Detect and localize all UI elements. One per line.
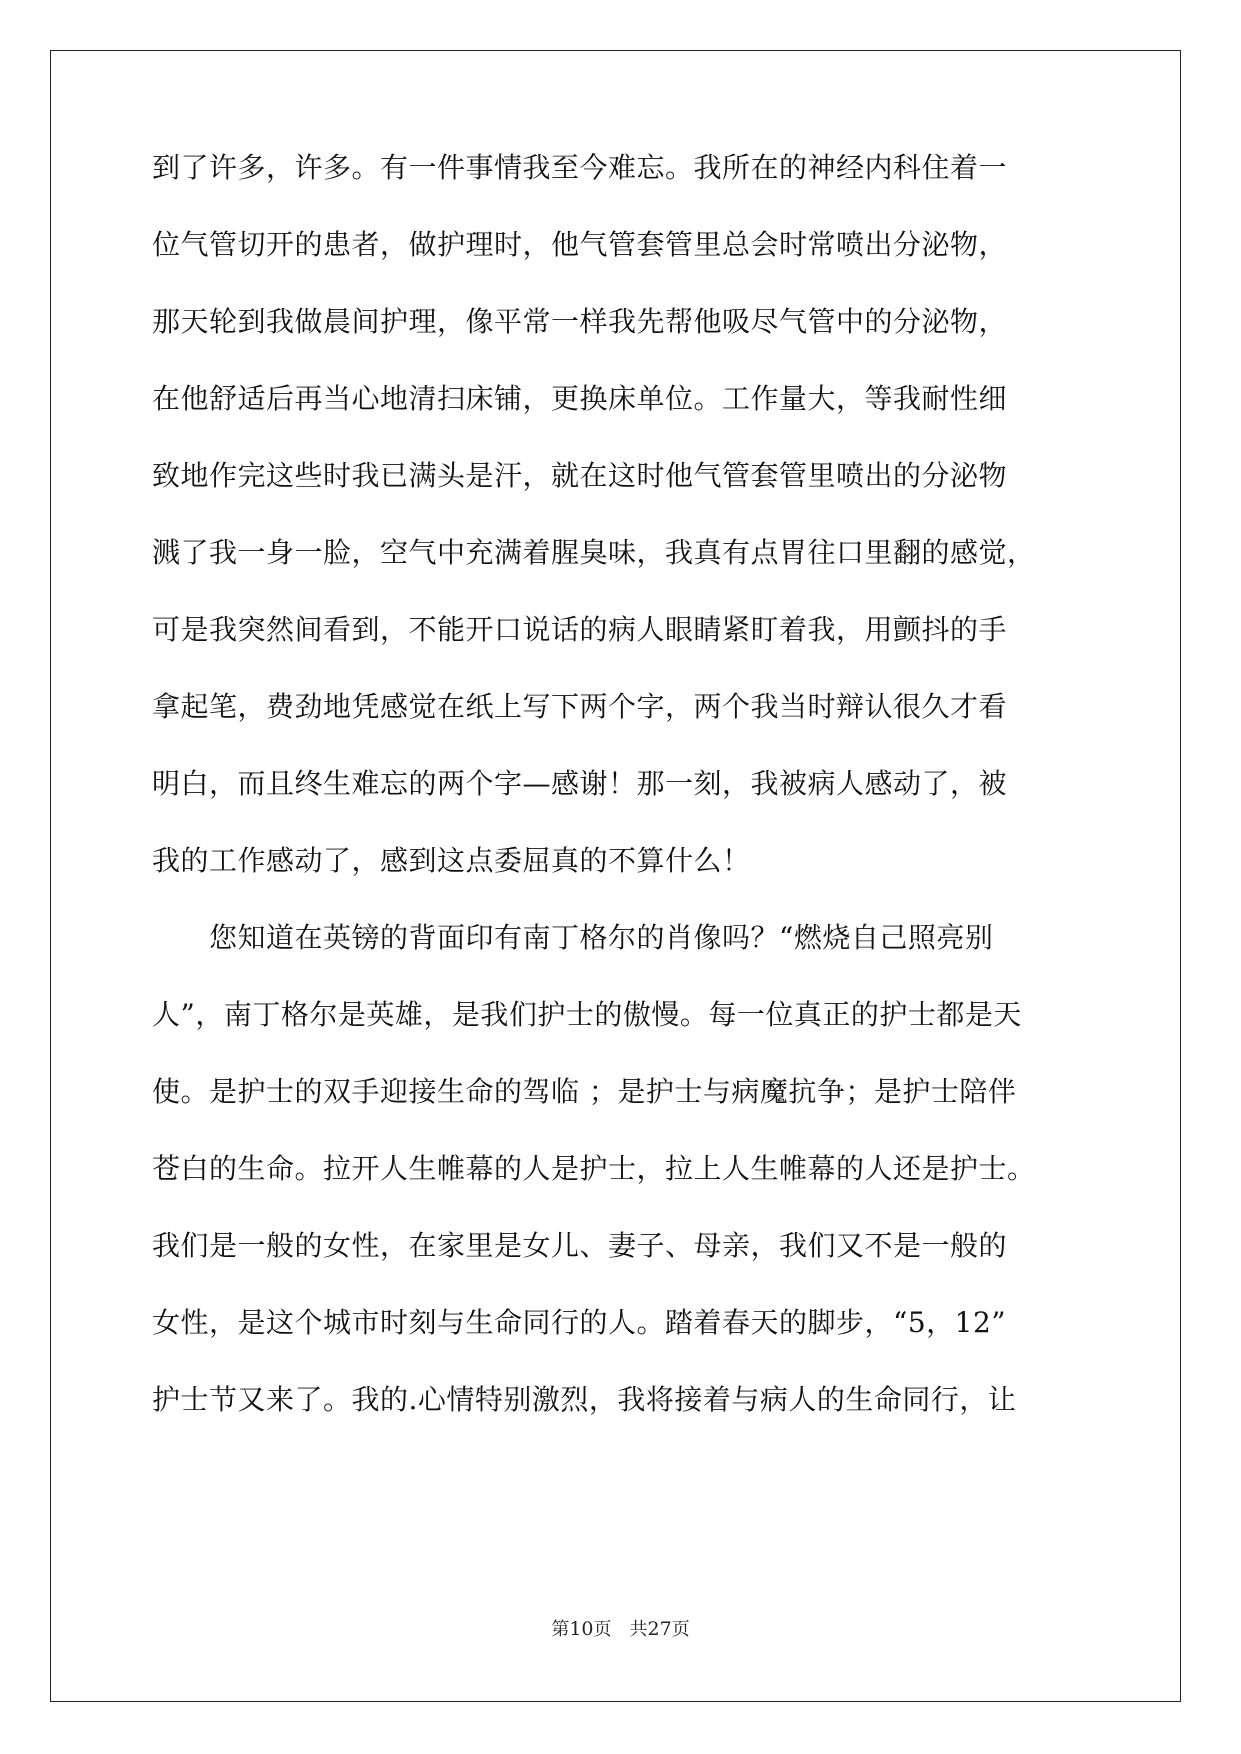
page-footer	[0, 1617, 1241, 1642]
text-line: 使。是护士的双手迎接生命的驾临 ；是护士与病魔抗争；是护士陪伴	[152, 1075, 1017, 1108]
text-line: 女性，是这个城市时刻与生命同行的人。踏着春天的脚步，“5，12”	[152, 1306, 1007, 1339]
text-line: 在他舒适后再当心地清扫床铺，更换床单位。工作量大，等我耐性细	[152, 382, 1008, 415]
text-line: 护士节又来了。我的.心情特别激烈，我将接着与病人的生命同行，让	[152, 1383, 1017, 1416]
text-line: 苍白的生命。拉开人生帷幕的人是护士，拉上人生帷幕的人还是护士。	[152, 1152, 1036, 1185]
text-line: 人”，南丁格尔是英雄，是我们护士的傲慢。每一位真正的护士都是天	[152, 998, 1022, 1031]
text-line: 溅了我一身一脸，空气中充满着腥臭味，我真有点胃往口里翻的感觉，	[152, 536, 1036, 569]
page-number-suffix: 页	[671, 1619, 690, 1640]
text-line: 可是我突然间看到，不能开口说话的病人眼睛紧盯着我，用颤抖的手	[152, 613, 1008, 646]
text-line: 我们是一般的女性，在家里是女儿、妻子、母亲，我们又不是一般的	[152, 1229, 1008, 1262]
text-line: 明白，而且终生难忘的两个字—感谢！那一刻，我被病人感动了，被	[152, 767, 1008, 800]
text-line: 我的工作感动了，感到这点委屈真的不算什么！	[152, 844, 751, 877]
page-number-total: 27	[647, 1618, 672, 1640]
text-line: 致地作完这些时我已满头是汗，就在这时他气管套管里喷出的分泌物	[152, 459, 1008, 492]
text-line: 到了许多，许多。有一件事情我至今难忘。我所在的神经内科住着一	[152, 151, 1008, 184]
page-number-mid: 页 共	[593, 1619, 648, 1640]
text-line: 位气管切开的患者，做护理时，他气管套管里总会时常喷出分泌物，	[152, 228, 1008, 261]
page-number-current: 10	[569, 1618, 594, 1640]
text-line: 那天轮到我做晨间护理，像平常一样我先帮他吸尽气管中的分泌物，	[152, 305, 1008, 338]
page-number-prefix: 第	[551, 1619, 570, 1640]
text-line: 您知道在英镑的背面印有南丁格尔的肖像吗？“燃烧自己照亮别	[152, 921, 994, 954]
text-line: 拿起笔，费劲地凭感觉在纸上写下两个字，两个我当时辩认很久才看	[152, 690, 1008, 723]
